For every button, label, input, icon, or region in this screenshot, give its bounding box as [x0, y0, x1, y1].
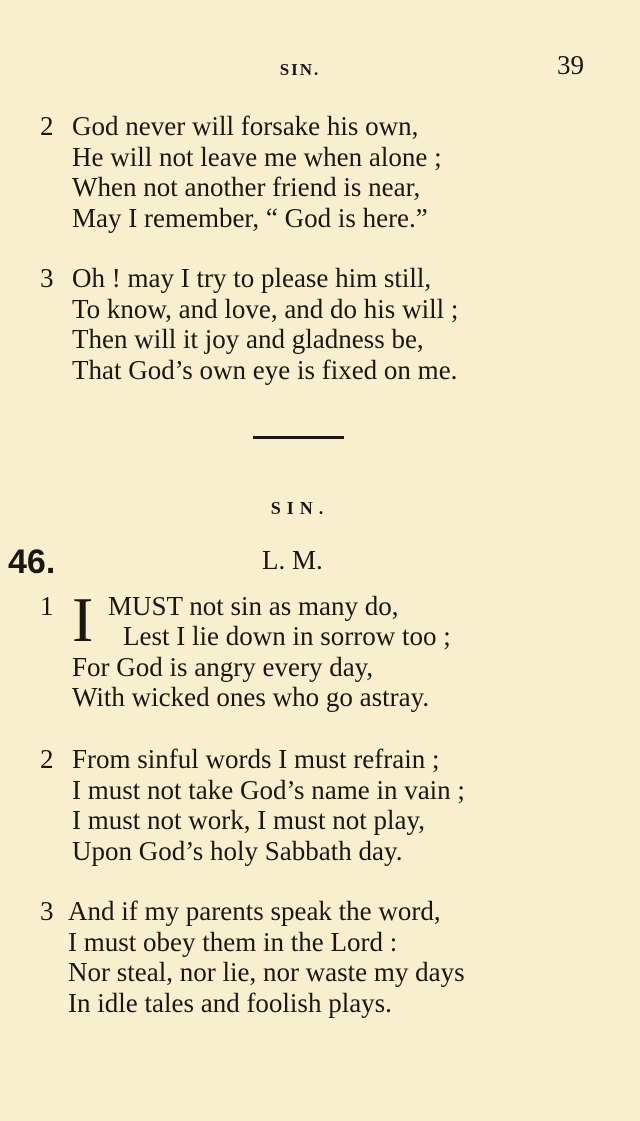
- verse-line: I must not work, I must not play,: [72, 805, 425, 835]
- verse-line: I must not take God’s name in vain ;: [72, 774, 465, 805]
- section-title: SIN.: [270, 498, 330, 518]
- section-divider: [253, 436, 344, 439]
- verse-line: God never will forsake his own,: [72, 111, 419, 141]
- verse-line: Upon God’s holy Sabbath day.: [72, 835, 403, 866]
- hymn-number: 46.: [8, 543, 56, 581]
- verse-line: May I remember, “ God is here.”: [72, 202, 428, 233]
- verse-line: And if my parents speak the word,: [68, 896, 441, 926]
- verse-line: MUST not sin as many do,: [108, 591, 399, 621]
- verse-line: I must obey them in the Lord :: [68, 926, 398, 957]
- verse-line: Lest I lie down in sorrow too ;: [123, 621, 451, 651]
- running-head: SIN.: [279, 60, 321, 79]
- hymn-meter: L. M.: [262, 545, 323, 575]
- stanza-number: 3: [40, 896, 54, 926]
- verse-line: To know, and love, and do his will ;: [72, 293, 459, 324]
- page-number: 39: [557, 50, 584, 80]
- stanza-number: 1: [40, 591, 54, 621]
- verse-line: He will not leave me when alone ;: [72, 141, 442, 172]
- stanza-number: 2: [40, 744, 54, 774]
- drop-cap: I: [72, 584, 94, 655]
- stanza-number: 3: [40, 263, 54, 293]
- verse-line: When not another friend is near,: [72, 172, 421, 202]
- verse-line: For God is angry every day,: [72, 652, 374, 682]
- verse-line: Nor steal, nor lie, nor waste my days: [68, 957, 465, 987]
- verse-line: Oh ! may I try to please him still,: [72, 263, 432, 293]
- verse-line: With wicked ones who go astray.: [72, 682, 430, 712]
- verse-line: That God’s own eye is fixed on me.: [72, 354, 458, 385]
- verse-line: In idle tales and foolish plays.: [68, 987, 392, 1018]
- verse-line: Then will it joy and gladness be,: [72, 324, 424, 354]
- stanza-number: 2: [40, 111, 54, 141]
- verse-line: From sinful words I must refrain ;: [72, 744, 440, 774]
